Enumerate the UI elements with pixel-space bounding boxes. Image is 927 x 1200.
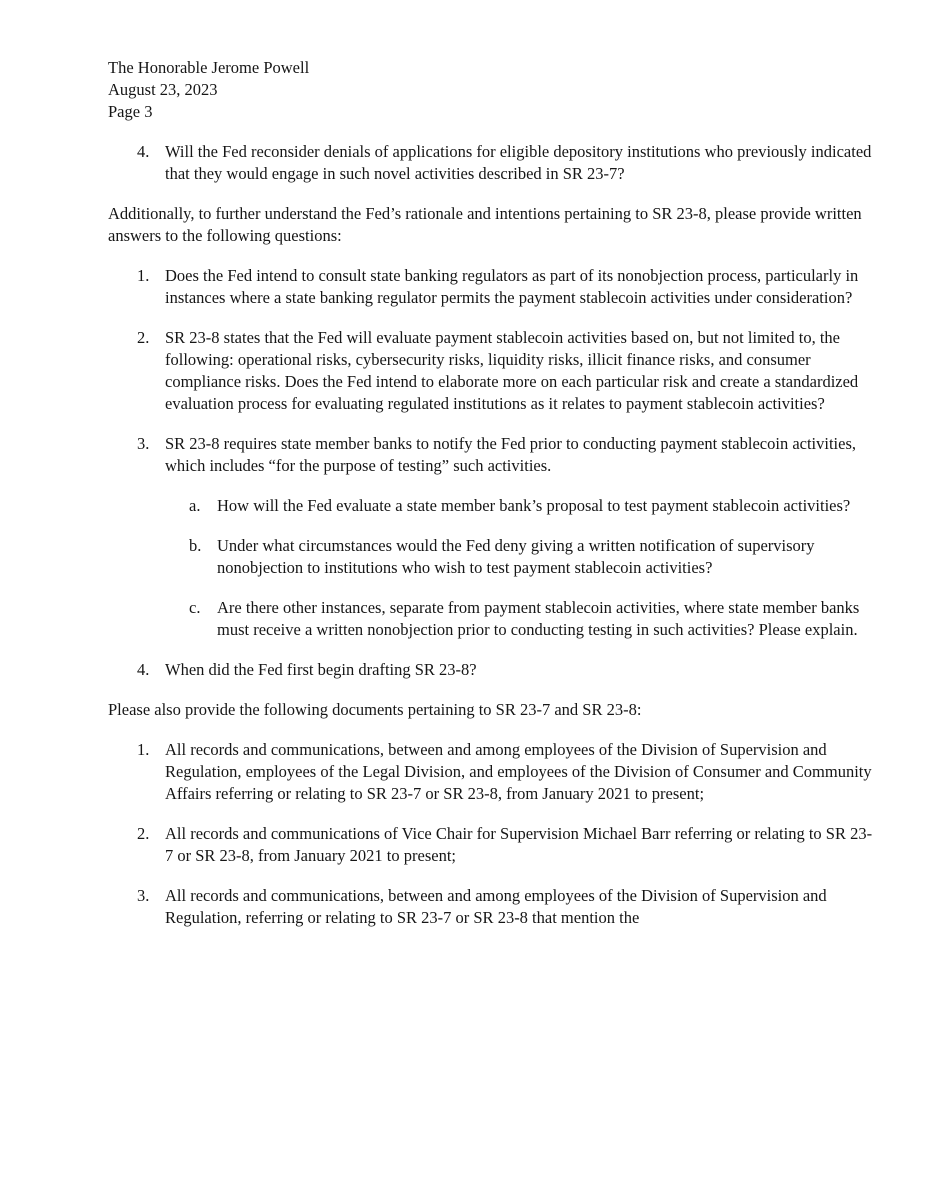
list-marker: 1. xyxy=(137,266,150,285)
list-marker: 3. xyxy=(137,886,150,905)
list-marker: a. xyxy=(189,496,201,515)
list-item-text: When did the Fed first begin drafting SR 23-8? xyxy=(165,660,477,679)
list-item xyxy=(108,823,880,867)
list-item xyxy=(108,535,880,579)
list-item-text: How will the Fed evaluate a state member bank’s proposal to test payment stablecoin activities? xyxy=(217,496,851,515)
list-item xyxy=(108,141,880,185)
list-item xyxy=(108,495,880,517)
list-item-text: SR 23-8 states that the Fed will evaluate payment stablecoin activities based on, but not limited to, the following: operational risks, cybersecurity risks, liquidity risks, illicit finance risks, and consumer compliance risks. Does the Fed intend to elaborate more on each particular risk and create a standardized evaluation process for evaluating regulated institutions as it relates to payment stablecoin activities? xyxy=(165,328,859,413)
list-item xyxy=(108,433,880,477)
list-marker: b. xyxy=(189,536,202,555)
list-item-text: Under what circumstances would the Fed deny giving a written notification of supervisory nonobjection to institutions who wish to test payment stablecoin activities? xyxy=(217,536,815,577)
list-marker: 3. xyxy=(137,434,150,453)
letter-body xyxy=(108,141,880,929)
list-marker: 2. xyxy=(137,328,150,347)
letter-header xyxy=(108,57,880,123)
list-item xyxy=(108,739,880,805)
paragraph: Additionally, to further understand the Fed’s rationale and intentions pertaining to SR 23-8, please provide written answers to the following questions: xyxy=(108,204,862,245)
list-item-text: SR 23-8 requires state member banks to notify the Fed prior to conducting payment stablecoin activities, which includes “for the purpose of testing” such activities. xyxy=(165,434,857,475)
date-line: August 23, 2023 xyxy=(108,80,218,99)
list-item xyxy=(108,885,880,929)
list-item-text: All records and communications of Vice Chair for Supervision Michael Barr referring or relating to SR 23-7 or SR 23-8, from January 2021 to present; xyxy=(165,824,873,865)
list-item-text: All records and communications, between and among employees of the Division of Supervision and Regulation, referring or relating to SR 23-7 or SR 23-8 that mention the xyxy=(165,886,827,927)
list-marker: 1. xyxy=(137,740,150,759)
list-item xyxy=(108,265,880,309)
list-item xyxy=(108,659,880,681)
list-item-text: All records and communications, between and among employees of the Division of Supervision and Regulation, employees of the Legal Division, and employees of the Division of Consumer and Community Affairs referring or relating to SR 23-7 or SR 23-8, from January 2021 to present; xyxy=(165,740,872,803)
recipient-line: The Honorable Jerome Powell xyxy=(108,58,310,77)
list-item xyxy=(108,597,880,641)
page-number-line: Page 3 xyxy=(108,102,153,121)
list-marker: 4. xyxy=(137,142,150,161)
list-marker: 4. xyxy=(137,660,150,679)
list-item-text: Are there other instances, separate from payment stablecoin activities, where state member banks must receive a written nonobjection prior to conducting testing in such activities? Please explain. xyxy=(217,598,860,639)
list-marker: 2. xyxy=(137,824,150,843)
list-marker: c. xyxy=(189,598,201,617)
list-item-text: Does the Fed intend to consult state banking regulators as part of its nonobjection process, particularly in instances where a state banking regulator permits the payment stablecoin activities under consideration? xyxy=(165,266,859,307)
list-item-text: Will the Fed reconsider denials of applications for eligible depository institutions who previously indicated that they would engage in such novel activities described in SR 23-7? xyxy=(165,142,872,183)
paragraph: Please also provide the following documents pertaining to SR 23-7 and SR 23-8: xyxy=(108,700,642,719)
list-item xyxy=(108,327,880,415)
letter-content xyxy=(108,57,880,929)
